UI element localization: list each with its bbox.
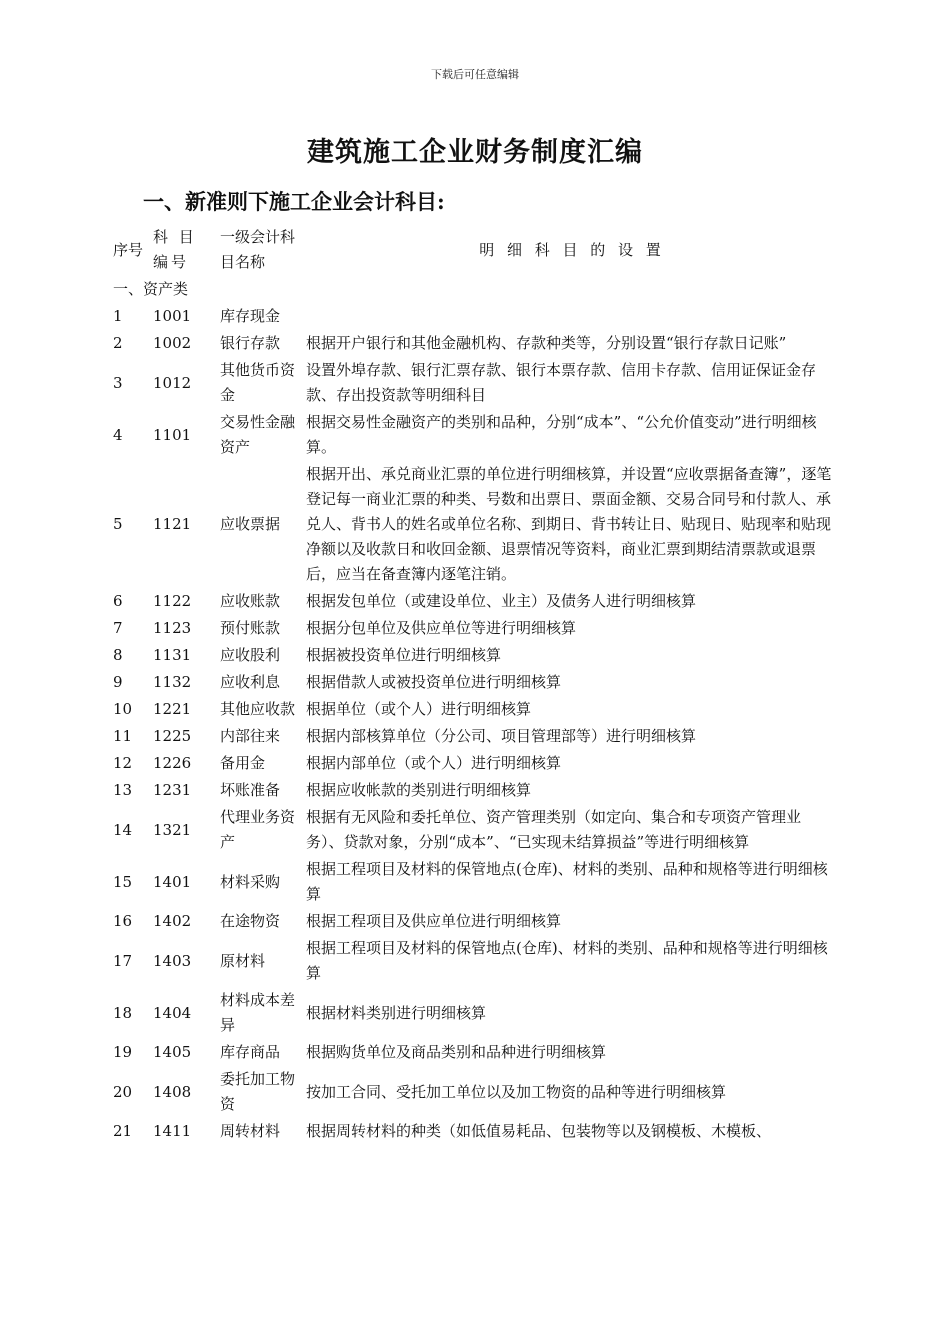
header-detail: 明 细 科 目 的 设 置	[479, 240, 665, 259]
cell-name: 其他货币资金	[220, 361, 296, 404]
section-title: 一、新准则下施工企业会计科目:	[143, 189, 445, 214]
cell-detail: 根据内部核算单位（分公司、项目管理部等）进行明细核算	[306, 727, 697, 745]
cell-code: 1001	[153, 307, 192, 325]
cell-detail: 根据应收帐款的类别进行明细核算	[306, 781, 532, 799]
cell-code: 1002	[153, 334, 192, 352]
table-row	[113, 987, 838, 1039]
cell-name: 其他应收款	[220, 700, 296, 718]
table-row	[113, 409, 838, 461]
table-row	[113, 750, 838, 777]
table-row	[113, 357, 838, 409]
cell-name: 材料成本差异	[220, 991, 296, 1034]
cell-detail	[306, 303, 838, 330]
cell-seq: 5	[113, 515, 123, 533]
cell-name: 银行存款	[220, 334, 281, 352]
table-row	[113, 615, 838, 642]
category-row	[113, 275, 838, 303]
cell-seq: 12	[113, 754, 133, 772]
cell-detail: 根据周转材料的种类（如低值易耗品、包装物等以及钢模板、木模板、	[306, 1122, 772, 1140]
cell-seq: 19	[113, 1043, 133, 1061]
table-row	[113, 723, 838, 750]
cell-seq: 10	[113, 700, 133, 718]
cell-name: 代理业务资产	[220, 808, 296, 851]
cell-code: 1401	[153, 872, 192, 891]
cell-seq: 8	[113, 646, 123, 664]
cell-name: 应收票据	[220, 515, 281, 533]
cell-code: 1225	[153, 727, 192, 745]
cell-code: 1321	[153, 820, 192, 839]
cell-seq: 2	[113, 334, 123, 352]
cell-detail: 根据被投资单位进行明细核算	[306, 646, 502, 664]
cell-seq: 13	[113, 781, 133, 799]
cell-name: 原材料	[220, 951, 266, 970]
cell-detail: 根据有无风险和委托单位、资产管理类别（如定向、集合和专项资产管理业务）、贷款对象，分别“成本”、“已实现未结算损益”等进行明细核算	[306, 808, 802, 851]
table-row	[113, 696, 838, 723]
cell-detail: 根据开户银行和其他金融机构、存款种类等，分别设置“银行存款日记账”	[306, 334, 787, 352]
cell-seq: 1	[113, 307, 123, 325]
cell-name: 库存现金	[220, 307, 281, 325]
cell-name: 周转材料	[220, 1122, 281, 1140]
cell-name: 库存商品	[220, 1043, 281, 1061]
cell-code: 1131	[153, 646, 192, 664]
cell-name: 应收股利	[220, 646, 281, 664]
header-code: 科 目 编号	[153, 228, 197, 271]
cell-detail: 根据工程项目及材料的保管地点(仓库)、材料的类别、品种和规格等进行明细核算	[306, 939, 828, 982]
cell-code: 1122	[153, 592, 192, 610]
cell-detail: 根据单位（或个人）进行明细核算	[306, 700, 532, 718]
cell-seq: 17	[113, 951, 133, 970]
table-row	[113, 330, 838, 357]
cell-seq: 16	[113, 912, 133, 930]
cell-seq: 14	[113, 820, 133, 839]
cell-seq: 21	[113, 1122, 133, 1140]
table-row	[113, 856, 838, 908]
cell-code: 1408	[153, 1082, 192, 1101]
table-body	[113, 275, 838, 1145]
cell-code: 1226	[153, 754, 192, 772]
table-row	[113, 1066, 838, 1118]
cell-code: 1101	[153, 425, 192, 444]
table-row	[113, 669, 838, 696]
cell-seq: 4	[113, 425, 123, 444]
cell-seq: 20	[113, 1082, 133, 1101]
cell-name: 坏账准备	[220, 781, 281, 799]
table-row	[113, 588, 838, 615]
cell-detail: 根据工程项目及材料的保管地点(仓库)、材料的类别、品种和规格等进行明细核算	[306, 860, 828, 903]
table-row	[113, 303, 838, 330]
table-row	[113, 908, 838, 935]
cell-name: 交易性金融资产	[220, 413, 296, 456]
table-row	[113, 777, 838, 804]
cell-seq: 3	[113, 373, 123, 392]
cell-code: 1221	[153, 700, 192, 718]
table-row	[113, 804, 838, 856]
cell-seq: 7	[113, 619, 123, 637]
cell-name: 在途物资	[220, 912, 281, 930]
cell-detail: 根据购货单位及商品类别和品种进行明细核算	[306, 1043, 607, 1061]
cell-name: 应收利息	[220, 673, 281, 691]
cell-seq: 6	[113, 592, 123, 610]
table-row	[113, 1039, 838, 1066]
cell-detail: 根据内部单位（或个人）进行明细核算	[306, 754, 562, 772]
cell-detail: 根据交易性金融资产的类别和品种，分别“成本”、“公允价值变动”进行明细核算。	[306, 413, 817, 456]
cell-detail: 根据分包单位及供应单位等进行明细核算	[306, 619, 577, 637]
cell-seq: 9	[113, 673, 123, 691]
cell-code: 1121	[153, 515, 192, 533]
cell-name: 备用金	[220, 754, 266, 772]
header-seq: 序号	[113, 240, 144, 259]
cell-code: 1404	[153, 1003, 192, 1022]
cell-name: 材料采购	[220, 872, 281, 891]
cell-seq: 18	[113, 1003, 133, 1022]
cell-code: 1231	[153, 781, 192, 799]
table-header-row	[113, 225, 838, 275]
table-row	[113, 642, 838, 669]
cell-detail: 设置外埠存款、银行汇票存款、银行本票存款、信用卡存款、信用证保证金存款、存出投资款等明细科目	[306, 361, 817, 404]
cell-code: 1405	[153, 1043, 192, 1061]
page-header-note: 下载后可任意编辑	[431, 68, 519, 81]
accounts-table	[113, 225, 838, 1145]
cell-code: 1403	[153, 951, 192, 970]
table-row	[113, 1118, 838, 1145]
table-row	[113, 461, 838, 588]
cell-code: 1402	[153, 912, 192, 930]
cell-name: 应收账款	[220, 592, 281, 610]
cell-detail: 按加工合同、受托加工单位以及加工物资的品种等进行明细核算	[306, 1082, 727, 1101]
cell-detail: 根据发包单位（或建设单位、业主）及债务人进行明细核算	[306, 592, 697, 610]
cell-code: 1123	[153, 619, 192, 637]
header-name: 一级会计科目名称	[220, 228, 296, 271]
cell-code: 1411	[153, 1122, 192, 1140]
cell-detail: 根据借款人或被投资单位进行明细核算	[306, 673, 562, 691]
table-row	[113, 935, 838, 987]
cell-name: 委托加工物资	[220, 1070, 296, 1113]
cell-name: 内部往来	[220, 727, 281, 745]
cell-detail: 根据工程项目及供应单位进行明细核算	[306, 912, 562, 930]
cell-detail: 根据开出、承兑商业汇票的单位进行明细核算，并设置“应收票据备查簿”，逐笔登记每一商业汇票的种类、号数和出票日、票面金额、交易合同号和付款人、承兑人、背书人的姓名或单位名称、到期日、背书转让日、贴现日、贴现率和贴现净额以及收款日和收回金额、退票情况等资料，商业汇票到期结清票款或退票后，应当在备查簿内逐笔注销。	[306, 465, 832, 583]
category-label: 一、资产类	[113, 279, 189, 298]
cell-code: 1132	[153, 673, 192, 691]
cell-code: 1012	[153, 373, 192, 392]
cell-seq: 15	[113, 872, 133, 891]
cell-seq: 11	[113, 727, 133, 745]
cell-detail: 根据材料类别进行明细核算	[306, 1003, 487, 1022]
cell-name: 预付账款	[220, 619, 281, 637]
document-title: 建筑施工企业财务制度汇编	[307, 137, 643, 168]
